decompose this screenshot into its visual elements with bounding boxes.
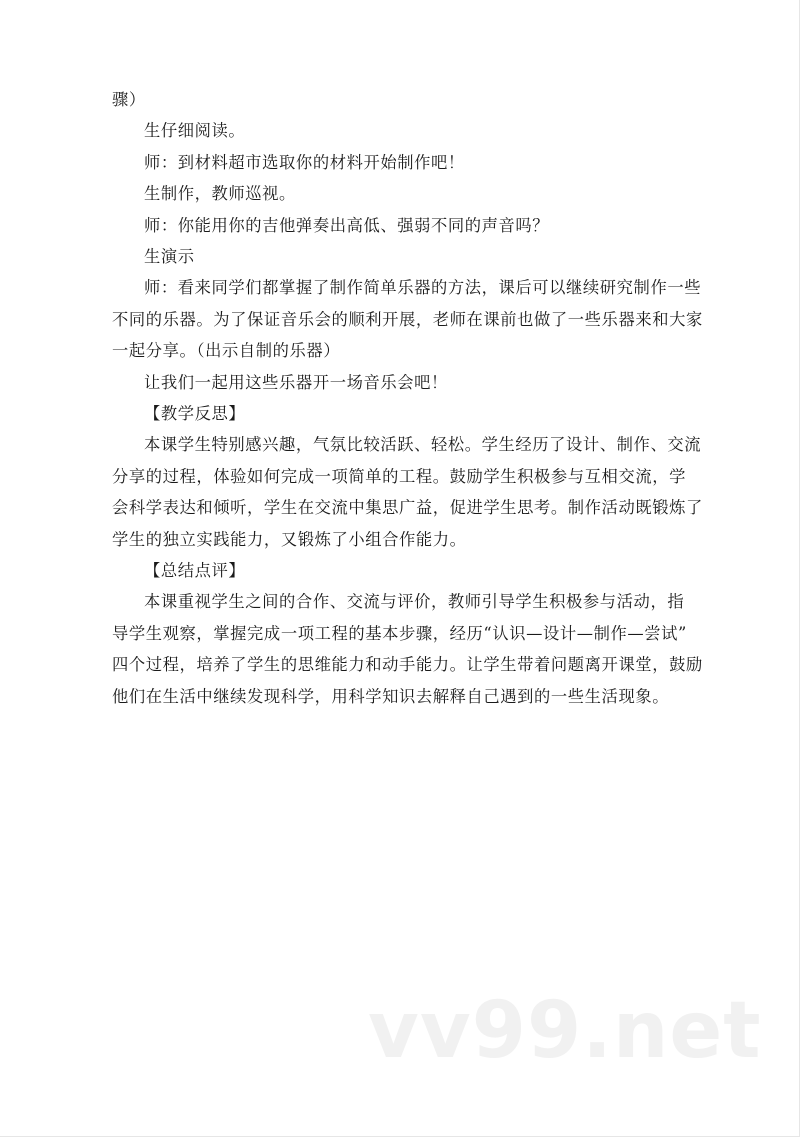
- text-line: 生仔细阅读。: [144, 121, 246, 140]
- text-line: 本课重视学生之间的合作、交流与评价，教师引导学生积极参与活动，指: [144, 592, 685, 611]
- section-heading: 【总结点评】: [144, 561, 246, 580]
- text-line: 生演示: [144, 247, 195, 266]
- text-line: 师：你能用你的吉他弹奏出高低、强弱不同的声音吗？: [144, 216, 550, 235]
- text-line: 骤）: [112, 90, 146, 109]
- text-line: 学生的独立实践能力，又锻炼了小组合作能力。: [112, 530, 467, 549]
- text-line: 师：到材料超市选取你的材料开始制作吧！: [144, 153, 465, 172]
- text-line: 本课学生特别感兴趣，气氛比较活跃、轻松。学生经历了设计、制作、交流: [144, 435, 702, 454]
- text-line: 一起分享。（出示自制的乐器）: [112, 341, 341, 360]
- text-line: 他们在生活中继续发现科学，用科学知识去解释自己遇到的一些生活现象。: [112, 687, 670, 706]
- text-line: 会科学表达和倾听，学生在交流中集思广益，促进学生思考。制作活动既锻炼了: [112, 498, 703, 517]
- text-line: 让我们一起用这些乐器开一场音乐会吧！: [144, 373, 448, 392]
- watermark: vv99.net: [368, 986, 762, 1076]
- text-line: 不同的乐器。为了保证音乐会的顺利开展，老师在课前也做了一些乐器来和大家: [112, 310, 703, 329]
- text-line: 师：看来同学们都掌握了制作简单乐器的方法，课后可以继续研究制作一些: [144, 278, 702, 297]
- text-line: 生制作，教师巡视。: [144, 184, 296, 203]
- section-heading: 【教学反思】: [144, 404, 246, 423]
- text-line: 分享的过程，体验如何完成一项简单的工程。鼓励学生积极参与互相交流，学: [112, 467, 686, 486]
- text-line: 导学生观察，掌握完成一项工程的基本步骤，经历“认识—设计—制作—尝试”: [112, 624, 687, 643]
- text-line: 四个过程，培养了学生的思维能力和动手能力。让学生带着问题离开课堂，鼓励: [112, 655, 703, 674]
